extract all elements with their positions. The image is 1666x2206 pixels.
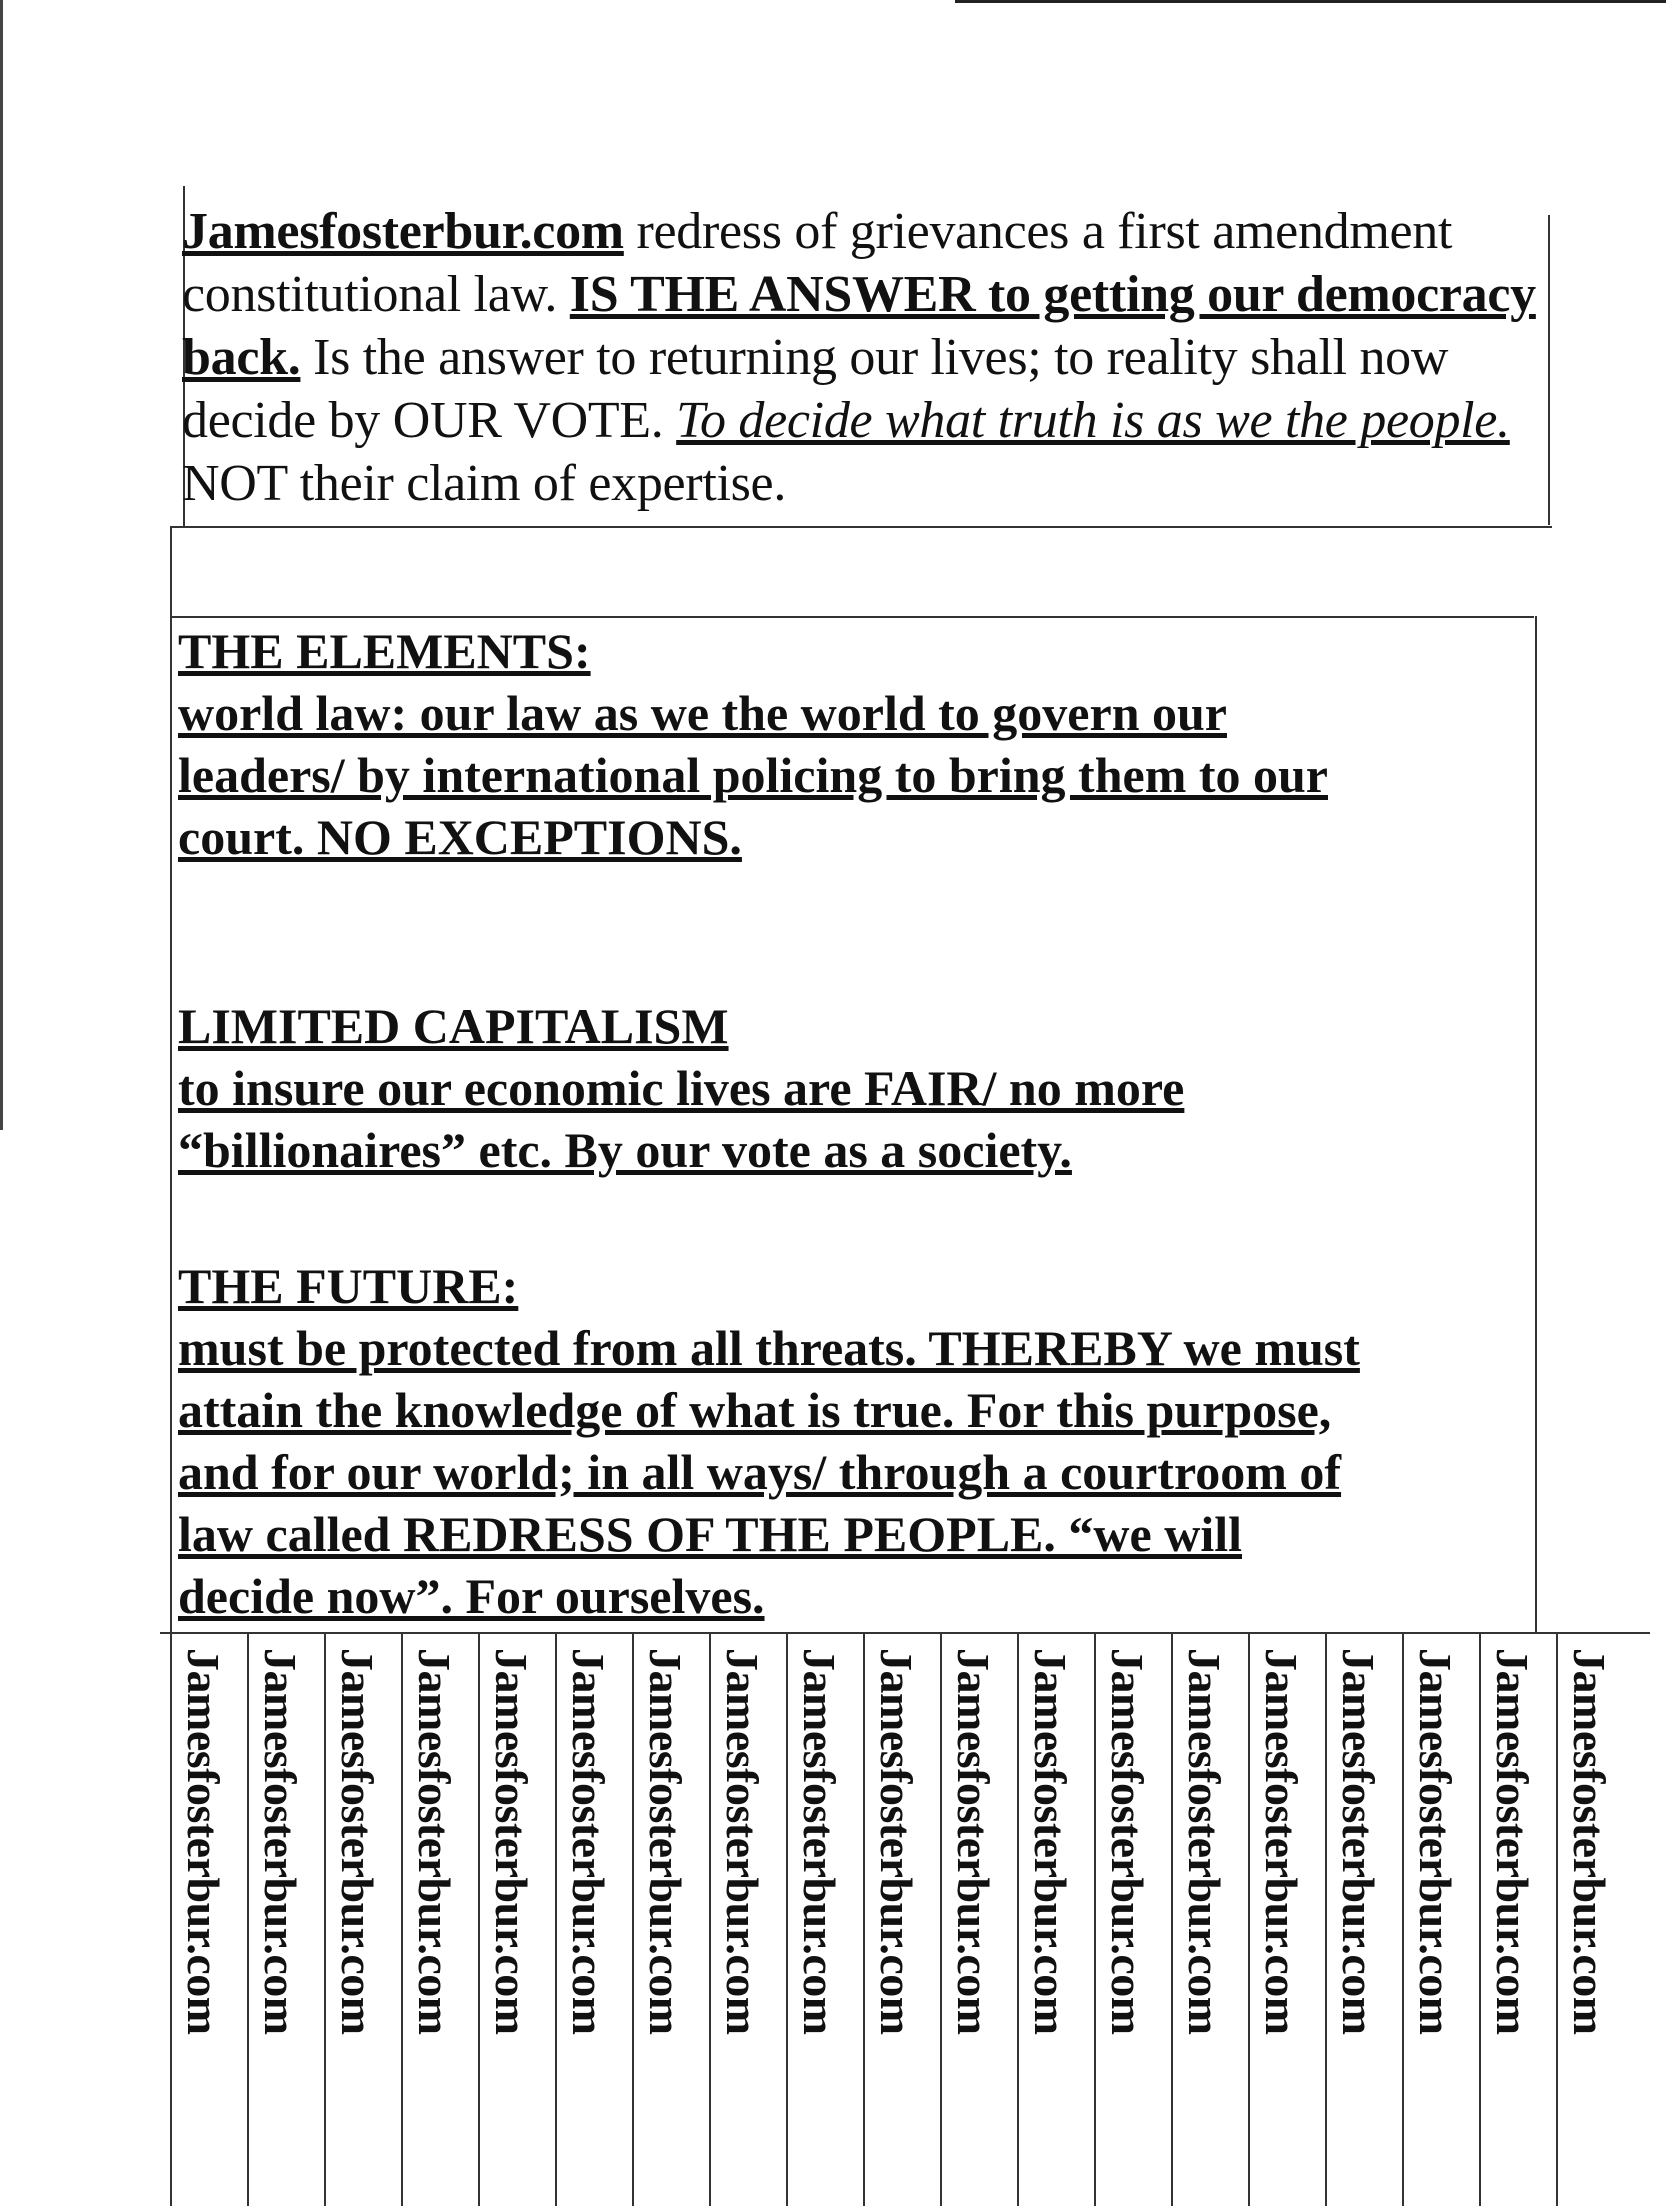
strip — [1094, 1632, 1172, 2206]
strip — [247, 1632, 325, 2206]
sections-left-border — [170, 526, 172, 1634]
strip — [1017, 1632, 1095, 2206]
answer-statement: IS THE ANSWER to getting our democracy back. — [182, 266, 1536, 386]
elements-line: leaders/ by international policing to bring them to our — [178, 747, 1328, 803]
capitalism-section — [178, 995, 1508, 1181]
intro-text-3: NOT their claim of expertise. — [182, 455, 787, 512]
strip — [1171, 1632, 1249, 2206]
strip-text: Jamesfosterbur.com — [640, 1648, 691, 2035]
elements-line: world law: our law as we the world to govern our — [178, 685, 1227, 741]
strip-text: Jamesfosterbur.com — [1256, 1648, 1307, 2035]
top-edge-line — [955, 0, 1666, 3]
future-line: must be protected from all threats. THEREBY we must — [178, 1320, 1360, 1376]
strip — [478, 1632, 556, 2206]
strip-text: Jamesfosterbur.com — [948, 1648, 999, 2035]
strip-text: Jamesfosterbur.com — [1410, 1648, 1461, 2035]
decide-statement: To decide what truth is as we the people. — [676, 392, 1510, 449]
elements-heading: THE ELEMENTS: — [178, 623, 591, 679]
strip — [1248, 1632, 1326, 2206]
left-edge-line — [0, 0, 3, 1130]
sections-top-border — [172, 616, 1534, 618]
site-name: Jamesfosterbur.com — [182, 203, 624, 260]
strip — [1556, 1632, 1634, 2206]
strip-text: Jamesfosterbur.com — [1487, 1648, 1538, 2035]
strip — [709, 1632, 787, 2206]
strip — [940, 1632, 1018, 2206]
strip-text: Jamesfosterbur.com — [1025, 1648, 1076, 2035]
intro-text-2: Is the answer to returning our lives; to reality shall now decide by OUR VOTE. — [182, 329, 1449, 449]
strip-text: Jamesfosterbur.com — [486, 1648, 537, 2035]
sections-right-border — [1535, 616, 1537, 1634]
future-line: and for our world; in all ways/ through a courtroom of — [178, 1444, 1342, 1500]
strip-text: Jamesfosterbur.com — [717, 1648, 768, 2035]
strip-text: Jamesfosterbur.com — [1564, 1648, 1615, 2035]
intro-bottom-border — [172, 526, 1552, 528]
strip-text: Jamesfosterbur.com — [563, 1648, 614, 2035]
elements-line: court. NO EXCEPTIONS. — [178, 809, 742, 865]
elements-section — [178, 620, 1508, 868]
future-section — [178, 1255, 1508, 1627]
strip — [632, 1632, 710, 2206]
strip — [170, 1632, 248, 2206]
future-line: law called REDRESS OF THE PEOPLE. “we will — [178, 1506, 1242, 1562]
strip-text: Jamesfosterbur.com — [1179, 1648, 1230, 2035]
strip — [324, 1632, 402, 2206]
strip-text: Jamesfosterbur.com — [1333, 1648, 1384, 2035]
intro-text-1: redress of grievances a first amendment constitutional law. — [182, 203, 1453, 323]
strip — [1402, 1632, 1480, 2206]
intro-paragraph — [182, 200, 1539, 515]
strip — [786, 1632, 864, 2206]
site-name-strips — [170, 1632, 1640, 2206]
strip — [1479, 1632, 1557, 2206]
strip-text: Jamesfosterbur.com — [871, 1648, 922, 2035]
strip-text: Jamesfosterbur.com — [255, 1648, 306, 2035]
strip — [401, 1632, 479, 2206]
strip-text: Jamesfosterbur.com — [332, 1648, 383, 2035]
future-line: decide now”. For ourselves. — [178, 1568, 765, 1624]
capitalism-line: “billionaires” etc. By our vote as a society. — [178, 1122, 1072, 1178]
future-heading: THE FUTURE: — [178, 1258, 519, 1314]
strip-text: Jamesfosterbur.com — [178, 1648, 229, 2035]
strip — [863, 1632, 941, 2206]
intro-right-border — [1548, 215, 1550, 525]
strip-text: Jamesfosterbur.com — [794, 1648, 845, 2035]
strip — [555, 1632, 633, 2206]
strip-text: Jamesfosterbur.com — [409, 1648, 460, 2035]
capitalism-heading: LIMITED CAPITALISM — [178, 998, 729, 1054]
future-line: attain the knowledge of what is true. For this purpose, — [178, 1382, 1332, 1438]
strip — [1325, 1632, 1403, 2206]
capitalism-line: to insure our economic lives are FAIR/ no more — [178, 1060, 1185, 1116]
strip-text: Jamesfosterbur.com — [1102, 1648, 1153, 2035]
